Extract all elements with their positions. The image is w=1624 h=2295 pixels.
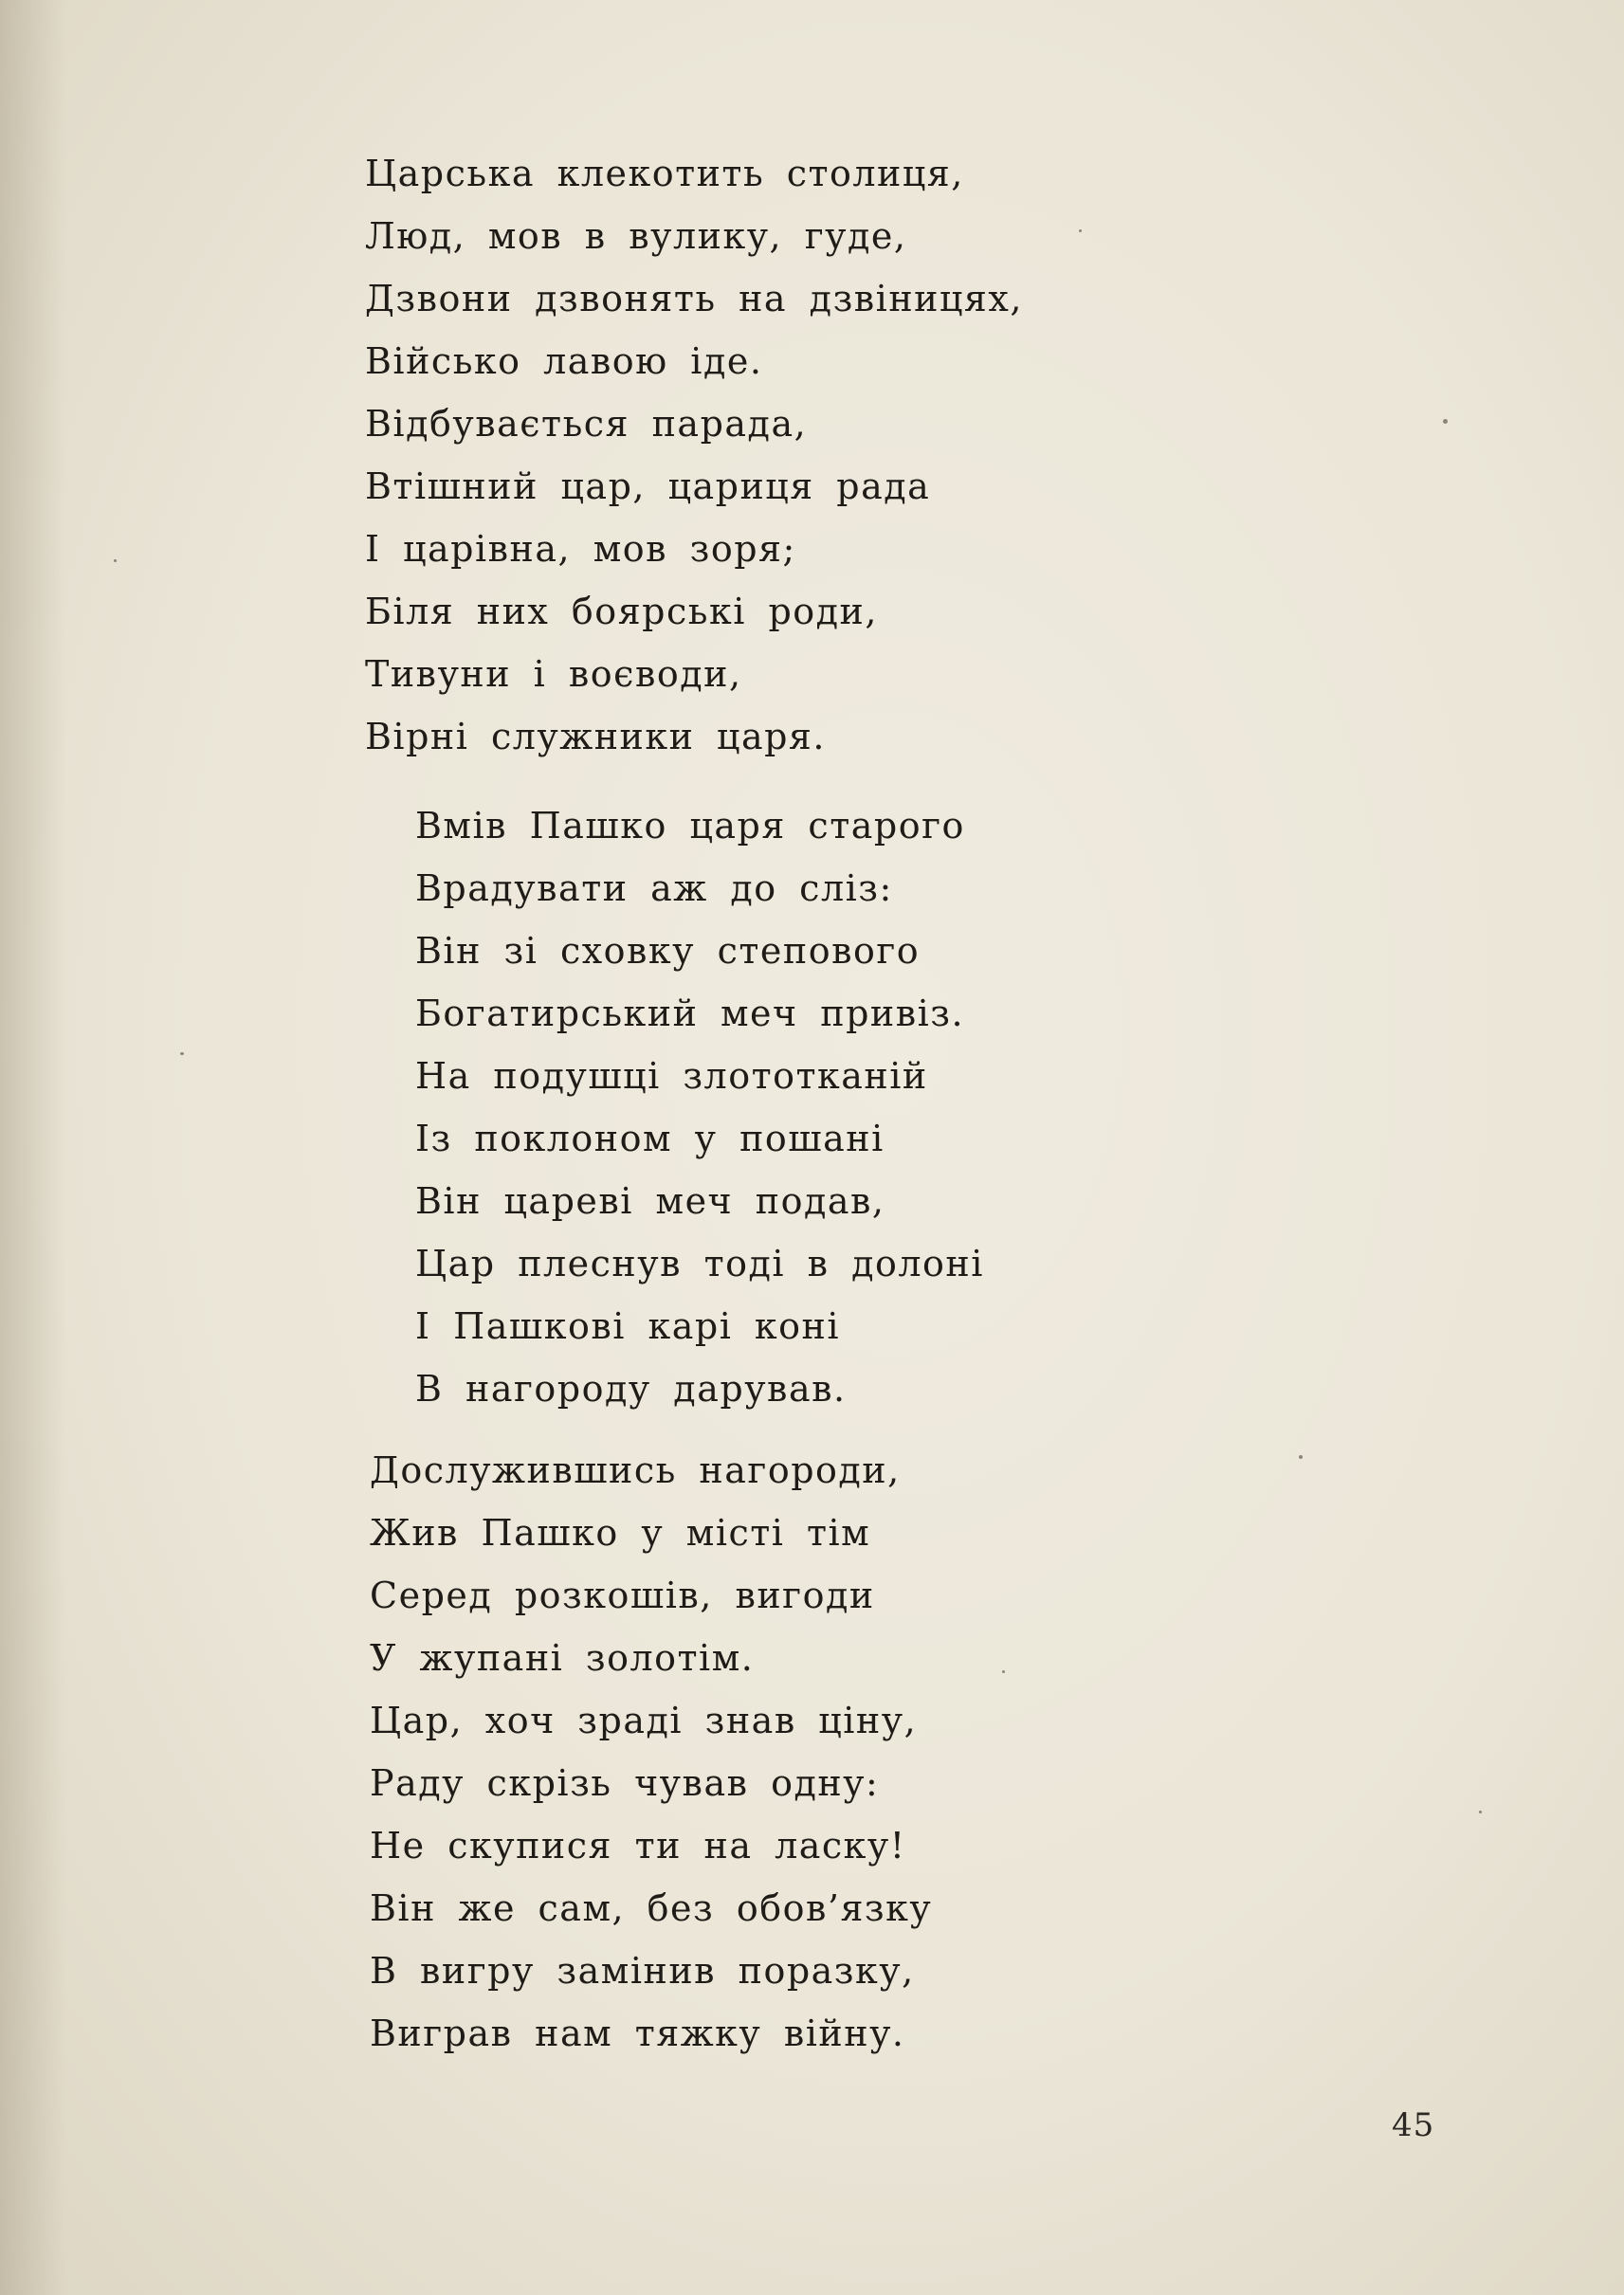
paper-speck	[114, 559, 117, 562]
verse-line: В нагороду дарував.	[415, 1368, 847, 1410]
verse-line: В вигру замінив поразку,	[370, 1950, 915, 1992]
verse-line: Дзвони дзвонять на дзвіницях,	[365, 278, 1023, 319]
verse-line: І Пашкові карі коні	[415, 1305, 841, 1347]
verse-line: Військо лавою іде.	[365, 340, 763, 382]
verse-line: Богатирський меч привіз.	[415, 993, 965, 1034]
verse-line: Вірні служники царя.	[365, 716, 826, 757]
verse-line: Він зі сховку степового	[415, 930, 921, 972]
verse-line: Врадувати аж до сліз:	[415, 867, 893, 909]
verse-line: Цар плеснув тоді в долоні	[415, 1243, 984, 1284]
page-number: 45	[1392, 2106, 1435, 2144]
verse-line: Відбувається парада,	[365, 403, 808, 445]
verse-line: Серед розкошів, вигоди	[370, 1575, 875, 1616]
verse-line: Дослужившись нагороди,	[370, 1449, 901, 1491]
verse-line: Цар, хоч зраді знав ціну,	[370, 1700, 918, 1741]
verse-line: Жив Пашко у місті тім	[370, 1512, 871, 1554]
verse-line: Тивуни і воєводи,	[365, 653, 742, 695]
verse-line: Виграв нам тяжку війну.	[370, 2013, 905, 2054]
verse-line: Царська клекотить столиця,	[365, 153, 964, 194]
verse-line: У жупані золотім.	[370, 1637, 755, 1679]
verse-line: Вмів Пашко царя старого	[415, 805, 965, 847]
verse-line: На подушці злототканій	[415, 1055, 928, 1097]
verse-line: Не скупися ти на ласку!	[370, 1825, 906, 1867]
verse-line: Він цареві меч подав,	[415, 1180, 885, 1222]
stanza-3	[370, 1439, 932, 2065]
verse-line: Він же сам, без обов’язку	[370, 1887, 933, 1929]
paper-speck	[1079, 229, 1082, 232]
verse-line: І царівна, мов зоря;	[365, 528, 796, 570]
verse-line: Втішний цар, цариця рада	[365, 465, 931, 507]
paper-speck	[1479, 1811, 1482, 1813]
verse-line: Раду скрізь чував одну:	[370, 1762, 880, 1804]
paper-speck	[180, 1052, 184, 1055]
verse-line: Люд, мов в вулику, гуде,	[365, 215, 907, 257]
verse-line: Із поклоном у пошані	[415, 1118, 885, 1159]
verse-line: Біля них боярські роди,	[365, 591, 878, 632]
stanza-2	[415, 794, 984, 1420]
paper-speck	[1443, 419, 1448, 424]
paper-speck	[1299, 1455, 1303, 1459]
paper-speck	[1002, 1670, 1005, 1673]
stanza-1	[365, 142, 1023, 768]
